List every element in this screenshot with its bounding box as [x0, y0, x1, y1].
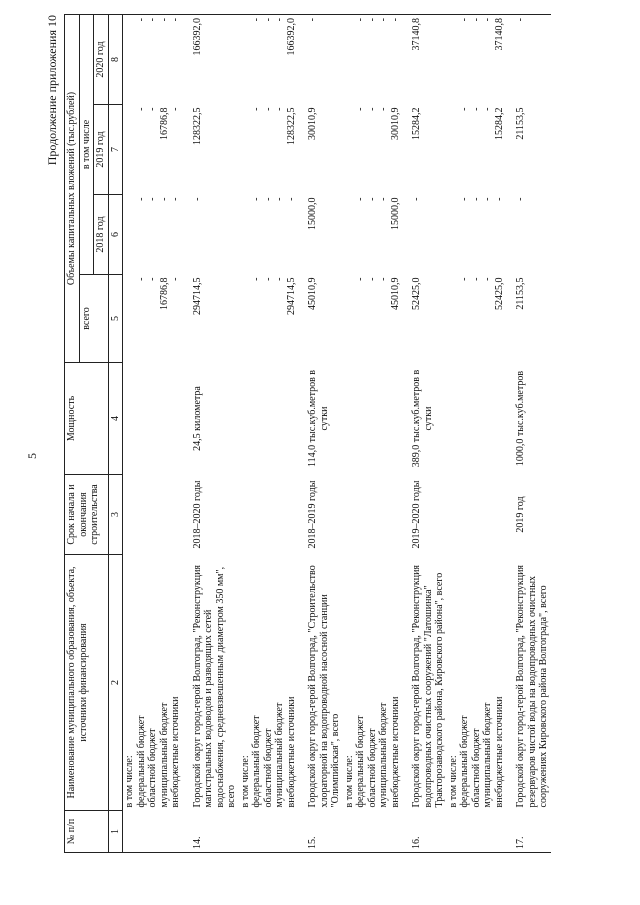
- object-period: 2019–2020 годы: [411, 480, 422, 549]
- source-label: муниципальный бюджет: [158, 702, 170, 808]
- continuation-sources-row: [123, 14, 183, 852]
- source-2020: -: [135, 17, 147, 22]
- source-2019: [124, 108, 136, 192]
- source-2019: [448, 108, 460, 192]
- source-total: -: [274, 277, 285, 281]
- object-period: 2018–2019 годы: [307, 480, 318, 549]
- source-label: областной бюджет: [470, 728, 482, 808]
- column-number: 4: [108, 363, 123, 475]
- object-2018: -: [191, 197, 203, 201]
- source-label: муниципальный бюджет: [378, 702, 389, 808]
- source-total: 16786,8: [158, 277, 170, 310]
- source-2020: 37140,8: [493, 17, 505, 51]
- column-number: 8: [108, 14, 123, 104]
- source-2019: -: [459, 107, 470, 111]
- object-num: 14.: [191, 811, 239, 853]
- source-2019: -: [355, 107, 366, 111]
- source-label: областной бюджет: [262, 728, 274, 808]
- source-2018: -: [135, 197, 147, 201]
- source-total: [448, 278, 460, 360]
- source-2020: -: [378, 17, 389, 22]
- object-2018: 15000,0: [307, 197, 318, 230]
- source-2020: [124, 18, 136, 102]
- source-2019: 16786,8: [158, 107, 170, 140]
- header-2020: 2020 год: [94, 14, 109, 104]
- object-name: Городской округ город-герой Волгоград, "Реконструкция водопроводных очистных сооружений "Латошинка" Тракторозаводского района, Кировского района", всего: [411, 564, 445, 808]
- object-2019: 30010,9: [307, 107, 318, 140]
- source-2020: -: [262, 17, 274, 22]
- object-num: 17.: [514, 811, 551, 853]
- capital-investment-table: [64, 14, 551, 853]
- object-2020: 166392,0: [191, 14, 239, 104]
- header-total: всего: [79, 275, 108, 363]
- column-number: 5: [108, 275, 123, 363]
- source-2018: [344, 198, 356, 272]
- source-total: [240, 278, 252, 360]
- source-2018: -: [482, 197, 493, 201]
- object-capacity: 389,0 тыс.куб.метров в сутки: [411, 369, 434, 468]
- source-label: внебюджетные источники: [493, 696, 505, 808]
- source-2019: -: [251, 107, 262, 111]
- source-label: внебюджетные источники: [285, 696, 297, 808]
- source-2019: [240, 108, 252, 192]
- source-label: в том числе:: [124, 755, 135, 808]
- source-2018: -: [366, 197, 378, 201]
- source-label: внебюджетные источники: [170, 696, 181, 808]
- source-total: -: [482, 277, 493, 281]
- object-total: 21153,5: [515, 277, 526, 310]
- source-2019: -: [262, 107, 274, 111]
- source-label: внебюджетные источники: [389, 696, 401, 808]
- object-2019: 128322,5: [191, 107, 203, 145]
- source-total: -: [470, 277, 482, 281]
- object-2019: 21153,5: [515, 107, 526, 140]
- source-2019: 30010,9: [389, 107, 401, 140]
- source-2018: -: [251, 197, 262, 201]
- source-total: 294714,5: [285, 277, 297, 315]
- source-total: 52425,0: [493, 277, 505, 310]
- header-incl: в том числе: [79, 14, 94, 274]
- object-name: Городской округ город-герой Волгоград, "Реконструкция магистральных водоводов и разводящих сетей водоснабжения, средневзвешенным диаметром 350 мм", всего: [191, 564, 237, 808]
- source-total: -: [378, 277, 389, 281]
- object-2020: -: [514, 14, 551, 104]
- source-total: -: [262, 277, 274, 281]
- source-label: федеральный бюджет: [135, 715, 147, 808]
- source-total: [124, 278, 136, 360]
- object-num: 15.: [306, 811, 343, 853]
- source-2019: -: [482, 107, 493, 111]
- source-2018: -: [355, 197, 366, 201]
- page-number: 5: [25, 453, 39, 459]
- object-2018: -: [411, 197, 422, 201]
- object-row-14: [191, 14, 239, 852]
- source-2018: -: [470, 197, 482, 201]
- source-2018: -: [274, 197, 285, 201]
- object-num: 16.: [410, 811, 447, 853]
- source-total: -: [147, 277, 158, 281]
- source-2020: [240, 18, 252, 102]
- column-number: 2: [108, 555, 123, 811]
- object-2019: 15284,2: [411, 107, 422, 140]
- column-numbers-row: [108, 14, 123, 852]
- header-volumes: Объемы капитальных вложений (тыс.рублей): [65, 14, 80, 362]
- object-row-17: [514, 14, 551, 852]
- source-label: в том числе:: [447, 755, 459, 808]
- header-name: Наименование муниципального образования, объекта, источники финансирования: [65, 555, 109, 811]
- source-2020: -: [158, 17, 170, 22]
- header-num: № п/п: [65, 811, 109, 853]
- source-2020: -: [470, 17, 482, 22]
- source-2019: 15284,2: [493, 107, 505, 140]
- source-label: областной бюджет: [147, 728, 158, 808]
- source-total: 45010,9: [389, 277, 401, 310]
- source-2020: -: [366, 17, 378, 22]
- source-2019: 128322,5: [285, 107, 297, 145]
- source-2019: [344, 108, 356, 192]
- object-capacity: 1000,0 тыс.куб.метров: [515, 370, 526, 467]
- source-2019: -: [135, 107, 147, 111]
- object-2018: -: [515, 197, 526, 201]
- source-2020: -: [459, 17, 470, 22]
- source-total: -: [459, 277, 470, 281]
- object-sources-row-16: [447, 14, 507, 852]
- source-2019: -: [147, 107, 158, 111]
- source-label: в том числе:: [239, 755, 251, 808]
- source-2020: [344, 18, 356, 102]
- source-2019: -: [378, 107, 389, 111]
- source-2019: -: [366, 107, 378, 111]
- source-2018: -: [493, 197, 505, 201]
- source-2018: -: [378, 197, 389, 201]
- object-total: 45010,9: [307, 277, 318, 310]
- source-2019: -: [470, 107, 482, 111]
- source-label: федеральный бюджет: [355, 715, 366, 808]
- source-total: -: [251, 277, 262, 281]
- object-row-16: [410, 14, 447, 852]
- source-total: -: [170, 277, 181, 281]
- object-capacity: 24,5 километра: [191, 386, 203, 451]
- object-name: Городской округ город-герой Волгоград, "Строительство хлораторной на водопроводной насосной станции "Олимпийская", всего: [307, 565, 341, 808]
- object-row-15: [306, 14, 343, 852]
- object-capacity: 114,0 тыс.куб.метров в сутки: [307, 369, 330, 468]
- source-2018: [124, 198, 136, 272]
- object-period: 2019 год: [515, 496, 526, 533]
- object-period: 2018–2020 годы: [191, 480, 203, 549]
- source-total: -: [355, 277, 366, 281]
- header-period: Срок начала и окончания строительства: [65, 475, 109, 555]
- source-label: в том числе:: [343, 755, 355, 808]
- source-label: областной бюджет: [366, 728, 378, 808]
- source-label: федеральный бюджет: [459, 715, 470, 808]
- source-2018: [448, 198, 460, 272]
- object-2020: 37140,8: [410, 14, 447, 104]
- source-2020: -: [251, 17, 262, 22]
- object-total: 294714,5: [191, 277, 203, 315]
- source-2020: [448, 18, 460, 102]
- object-2020: -: [306, 14, 343, 104]
- column-number: 7: [108, 105, 123, 195]
- source-2020: -: [274, 17, 285, 22]
- object-sources-row-15: [343, 14, 403, 852]
- source-2018: -: [147, 197, 158, 201]
- source-2019: -: [274, 107, 285, 111]
- source-2018: -: [285, 197, 297, 201]
- object-sources-row-14: [239, 14, 299, 852]
- source-2018: -: [262, 197, 274, 201]
- source-2020: 166392,0: [285, 17, 297, 56]
- source-2018: 15000,0: [389, 197, 401, 230]
- source-2018: -: [170, 197, 181, 201]
- source-2019: -: [170, 107, 181, 111]
- appendix-caption: Продолжение приложения 10: [45, 15, 59, 166]
- source-total: -: [366, 277, 378, 281]
- source-2020: -: [170, 17, 181, 22]
- source-2020: -: [482, 17, 493, 22]
- column-number: 1: [108, 811, 123, 853]
- object-total: 52425,0: [411, 277, 422, 310]
- source-2020: -: [389, 17, 401, 22]
- header-2019: 2019 год: [94, 105, 109, 195]
- source-2020: -: [355, 17, 366, 22]
- source-2018: -: [158, 197, 170, 201]
- object-name: Городской округ город-герой Волгоград, "Реконструкция резервуаров чистой воды на водопроводных очистных сооружениях Кировского района Волгограда", всего: [515, 564, 549, 808]
- source-total: [344, 278, 356, 360]
- column-number: 3: [108, 475, 123, 555]
- source-label: федеральный бюджет: [251, 715, 262, 808]
- column-number: 6: [108, 195, 123, 275]
- header-capacity: Мощность: [65, 363, 109, 475]
- source-total: -: [135, 277, 147, 281]
- source-label: муниципальный бюджет: [482, 702, 493, 808]
- source-2018: -: [459, 197, 470, 201]
- source-2020: -: [147, 17, 158, 22]
- source-2018: [240, 198, 252, 272]
- header-2018: 2018 год: [94, 195, 109, 275]
- source-label: муниципальный бюджет: [274, 702, 285, 808]
